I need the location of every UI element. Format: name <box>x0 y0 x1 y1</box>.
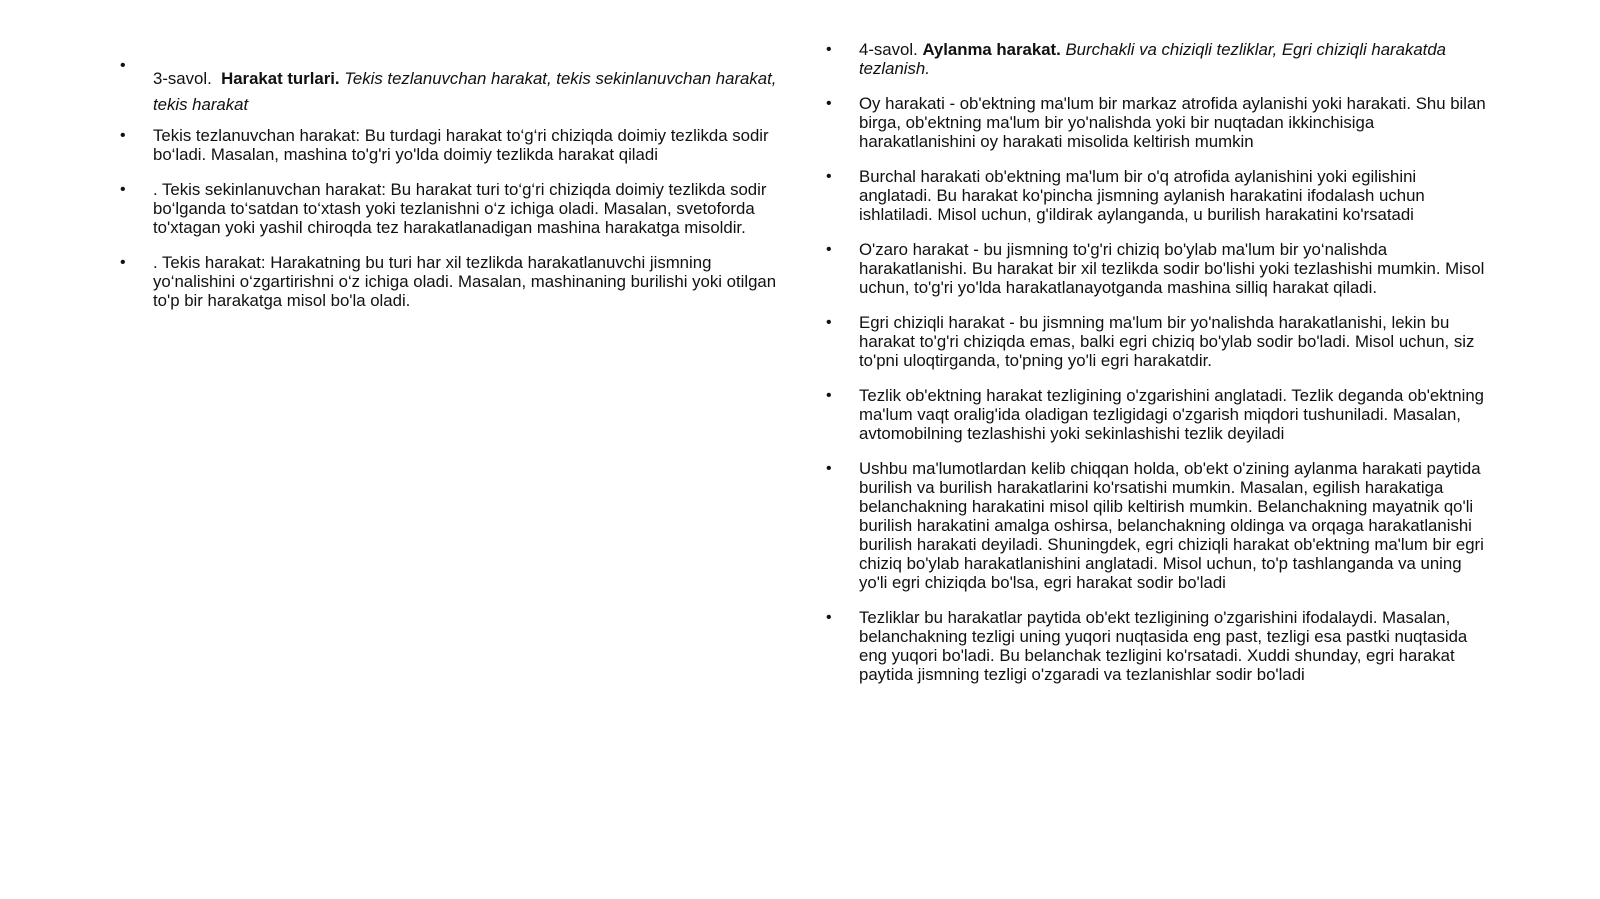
list-item-text: Egri chiziqli harakat - bu jismning ma'lum bir yo'nalishda harakatlanishi, lekin bu harakat to'g'ri chiziqda emas, balki egri chiziq bo'ylab sodir bo'ladi. Misol uchun, siz to'pni uloqtirganda, to'pning yo'li egri harakatdir. <box>859 313 1475 370</box>
list-item-text: . Tekis sekinlanuvchan harakat: Bu harakat turi to‘g‘ri chiziqda doimiy tezlikda sodir bo‘lganda to‘satdan to‘xtash yoki tezlanishni o‘z ichiga oladi. Masalan, svetoforda to'xtagan yoki yashil chiroqda tez harakatlanadigan mashina harakatga misoldir. <box>153 180 767 237</box>
list-item-text: Burchal harakati ob'ektning ma'lum bir o'q atrofida aylanishini yoki egilishini anglatadi. Bu harakat ko'pincha jismning aylanish harakatini ifodalash uchun ishlatiladi. Misol uchun, g'ildirak aylanganda, u burilish harakatini ko'rsatadi <box>859 167 1425 224</box>
question-4-subtitle: Burchakli va chiziqli tezliklar, Egri chiziqli harakatda tezlanish. <box>859 40 1447 78</box>
list-item-text: Tezliklar bu harakatlar paytida ob'ekt tezligining o'zgarishini ifodalaydi. Masalan, belanchakning tezligi uning yuqori nuqtasida eng past, tezligi esa pastki nuqtasida eng yuqori bo'ladi. Bu belanchak tezligini ko'rsatadi. Xuddi shunday, egri harakat paytida jismning tezligi o'zgaradi va tezlanishlar sodir bo'ladi <box>859 608 1468 684</box>
list-item <box>120 253 785 310</box>
list-item <box>826 313 1486 370</box>
bullet-dot: • <box>826 241 832 258</box>
question-3-heading <box>120 56 785 118</box>
question-3-subtitle: Tekis tezlanuvchan harakat, tekis sekinlanuvchan harakat, tekis harakat <box>153 69 777 114</box>
left-column <box>120 56 785 326</box>
question-3-title: Harakat turlari. <box>221 69 340 88</box>
list-item <box>826 459 1486 592</box>
bullet-dot: • <box>826 387 832 404</box>
list-item <box>826 94 1486 151</box>
question-4-label: 4-savol. <box>859 40 918 59</box>
bullet-dot: • <box>826 314 832 331</box>
list-item-text: Ushbu ma'lumotlardan kelib chiqqan holda, ob'ekt o'zining aylanma harakati paytida burilish va burilish harakatlarini ko'rsatishi mumkin. Masalan, egilish harakatiga belanchakning harakatini misol qilib keltirish mumkin. Belanchakning mayatnik qo'li burilish harakatini amalga oshirsa, belanchakning oldinga va orqaga harakatlanishi burilish harakati deyiladi. Shuningdek, egri chiziqli harakat ob'ektning ma'lum bir egri chiziq bo'ylab harakatlanishini anglatadi. Misol uchun, to'p tashlanganda va uning yo'li egri chiziqda bo'lsa, egri harakat sodir bo'ladi <box>859 459 1484 592</box>
list-item <box>826 167 1486 224</box>
list-item <box>120 180 785 237</box>
bullet-dot: • <box>826 168 832 185</box>
question-3-label: 3-savol. <box>153 69 212 88</box>
bullet-dot: • <box>826 95 832 112</box>
question-4-title: Aylanma harakat. <box>922 40 1061 59</box>
list-item-text: O'zaro harakat - bu jismning to'g'ri chiziq bo'ylab ma'lum bir yo‘nalishda harakatlanishi. Bu harakat bir xil tezlikda sodir bo'lishi yoki tezlashishi mumkin. Misol uchun, to'g'ri yo'lda harakatlanayotganda mashina silliq harakat qiladi. <box>859 240 1485 297</box>
bullet-dot: • <box>120 127 126 144</box>
bullet-dot: • <box>826 460 832 477</box>
bullet-dot: • <box>826 41 832 58</box>
right-column <box>826 40 1486 700</box>
bullet-dot: • <box>826 609 832 626</box>
list-item <box>826 240 1486 297</box>
bullet-dot: • <box>120 254 126 271</box>
list-item-text: Tezlik ob'ektning harakat tezligining o'zgarishini anglatadi. Tezlik deganda ob'ektning ma'lum vaqt oralig'ida oladigan tezligidagi o'zgarish miqdori tushuniladi. Masalan, avtomobilning tezlashishi yoki sekinlashishi tezlik deyiladi <box>859 386 1485 443</box>
question-3-text <box>153 56 785 118</box>
question-4-heading <box>826 40 1486 78</box>
bullet-dot: • <box>120 57 126 74</box>
list-item-text: Tekis tezlanuvchan harakat: Bu turdagi harakat to‘g‘ri chiziqda doimiy tezlikda sodir bo‘ladi. Masalan, mashina to'g'ri yo'lda doimiy tezlikda harakat qiladi <box>153 126 769 164</box>
list-item <box>120 126 785 164</box>
question-4-text <box>859 40 1446 78</box>
list-item <box>826 608 1486 684</box>
list-item <box>826 386 1486 443</box>
bullet-dot: • <box>120 181 126 198</box>
list-item-text: Oy harakati - ob'ektning ma'lum bir markaz atrofida aylanishi yoki harakati. Shu bilan birga, ob'ektning ma'lum bir yo'nalishda yoki bir nuqtadan ikkinchisiga harakatlanishini oy harakati misolida keltirish mumkin <box>859 94 1486 151</box>
list-item-text: . Tekis harakat: Harakatning bu turi har xil tezlikda harakatlanuvchi jismning yo‘nalishini o‘zgartirishni o‘z ichiga oladi. Masalan, mashinaning burilishi yoki otilgan to'p bir harakatga misol bo'la oladi. <box>153 253 777 310</box>
